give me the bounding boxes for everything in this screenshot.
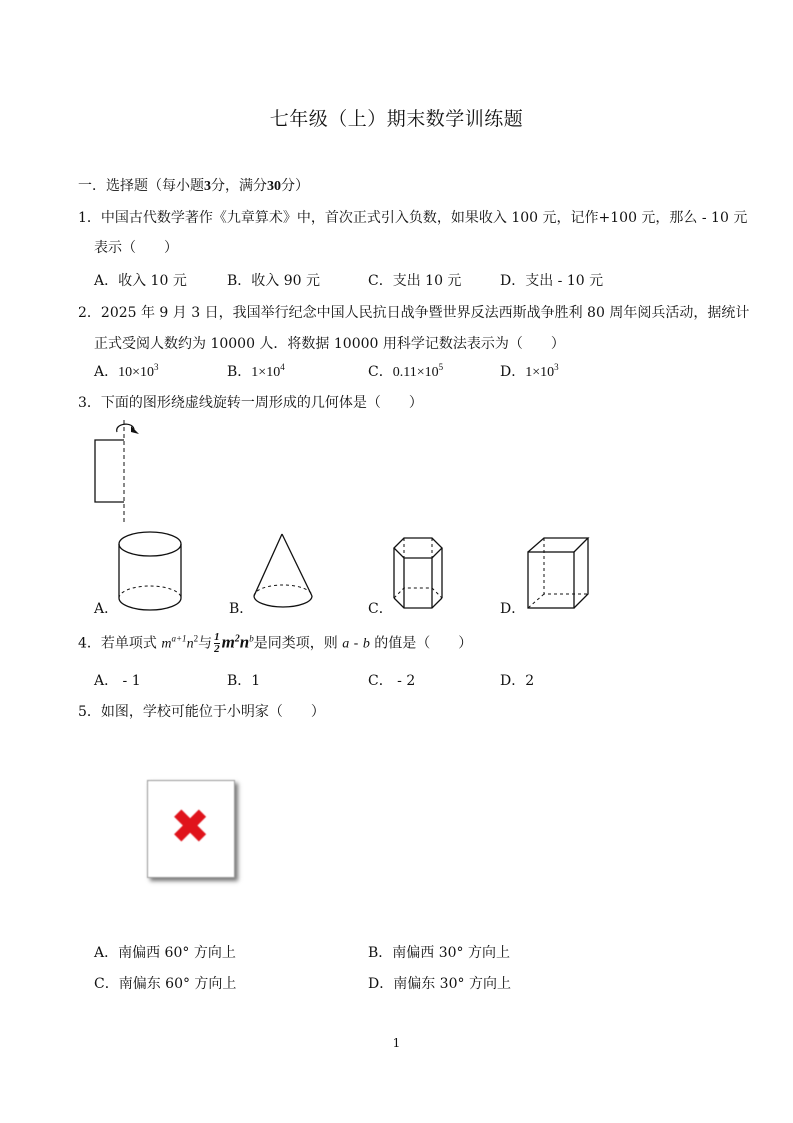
rotation-figure [90, 418, 150, 523]
q2-option-c-exp: 5 [438, 362, 444, 372]
q5-option-a[interactable]: A．南偏西 60° 方向上 [94, 945, 236, 961]
section-total: 30 [267, 179, 281, 194]
q2-option-a-exp: 3 [154, 362, 159, 372]
q1-line2: 表示（ ） [94, 240, 178, 256]
q2-option-d-base: 1×10 [525, 365, 555, 380]
q2-option-b[interactable] [227, 361, 285, 381]
q4-option-a[interactable]: A． - 1 [94, 673, 141, 689]
cylinder-figure [115, 528, 185, 614]
q4-option-d[interactable]: D．2 [500, 673, 535, 689]
q5-option-c[interactable]: C．南偏东 60° 方向上 [94, 976, 237, 992]
q5-option-b[interactable]: B．南偏西 30° 方向上 [368, 945, 511, 961]
page-title: 七年级（上）期末数学训练题 [269, 108, 524, 130]
q4-with: 与 [198, 635, 213, 652]
q4-prefix: 4．若单项式 [78, 635, 162, 652]
cube-figure [526, 536, 592, 612]
page-number: 1 [392, 1036, 401, 1050]
q1-option-b[interactable]: B．收入 90 元 [227, 273, 321, 289]
q3-option-b[interactable]: B． [229, 601, 254, 617]
q2-option-d-exp: 3 [554, 362, 559, 372]
q2-option-a-base: 10×10 [118, 365, 155, 380]
q2-option-c-label: C． [368, 364, 393, 380]
section-score: 3 [204, 179, 211, 194]
q2-option-d[interactable] [500, 361, 559, 381]
q4-option-c[interactable]: C． - 2 [368, 673, 416, 689]
q2-option-c-base: 0.11×10 [392, 365, 439, 380]
broken-image-icon: ✖ [170, 799, 211, 855]
q4-m2: m [221, 632, 235, 652]
q4-suffix2: 的值是（ ） [369, 635, 473, 652]
q2-option-b-exp: 4 [280, 362, 285, 372]
section-prefix: 一．选择题（每小题 [78, 178, 204, 194]
q1-option-a[interactable]: A．收入 10 元 [94, 273, 187, 289]
q4-m2-exp: 2 [234, 633, 240, 645]
q1-option-d[interactable]: D．支出 - 10 元 [500, 273, 604, 289]
q3-line1: 3．下面的图形绕虚线旋转一周形成的几何体是（ ） [78, 395, 423, 411]
q2-option-b-label: B． [227, 364, 252, 380]
q2-option-c[interactable] [368, 361, 443, 381]
q4-a: a [342, 636, 350, 652]
cone-figure [250, 532, 318, 612]
q3-option-a[interactable]: A． [94, 601, 119, 617]
q2-option-a-label: A． [94, 364, 119, 380]
q5-option-d[interactable]: D．南偏东 30° 方向上 [368, 976, 511, 992]
q2-line2: 正式受阅人数约为 10000 人．将数据 10000 用科学记数法表示为（ ） [94, 336, 565, 352]
q4-n: n [186, 636, 194, 652]
q4-exp1: a+1 [171, 633, 187, 644]
q1-line1: 1．中国古代数学著作《九章算术》中，首次正式引入负数，如果收入 100 元，记作+100 元，那么 - 10 元 [78, 210, 748, 226]
q4-nb-exp: b [249, 633, 254, 644]
q4-exp2: 2 [193, 633, 199, 644]
hexagonal-prism-figure [390, 536, 452, 614]
q1-option-c[interactable]: C．支出 10 元 [368, 273, 462, 289]
q4-option-b[interactable]: B．1 [227, 673, 261, 689]
q4-fraction [214, 632, 220, 655]
q4-nb: n [239, 632, 250, 652]
q4-frac-den: 2 [214, 643, 220, 655]
q2-option-b-base: 1×10 [251, 365, 281, 380]
q4-suffix1: 是同类项，则 [253, 635, 343, 652]
section-heading [78, 175, 309, 195]
q4-line1 [78, 632, 472, 655]
broken-image-placeholder [147, 780, 235, 878]
section-mid: 分，满分 [211, 178, 267, 194]
q4-minus: - [349, 635, 363, 652]
q3-option-d[interactable]: D． [500, 601, 526, 617]
q2-option-a[interactable] [94, 361, 159, 381]
q4-m: m [161, 636, 172, 652]
q2-line1: 2．2025 年 9 月 3 日，我国举行纪念中国人民抗日战争暨世界反法西斯战争胜利 80 周年阅兵活动，据统计 [78, 305, 750, 321]
q3-option-c[interactable]: C． [368, 601, 393, 617]
section-suffix: 分） [281, 178, 309, 194]
q4-frac-num: 1 [214, 631, 220, 643]
q2-option-d-label: D． [500, 364, 526, 380]
q4-b: b [362, 636, 370, 652]
q5-line1: 5．如图，学校可能位于小明家（ ） [78, 704, 325, 720]
